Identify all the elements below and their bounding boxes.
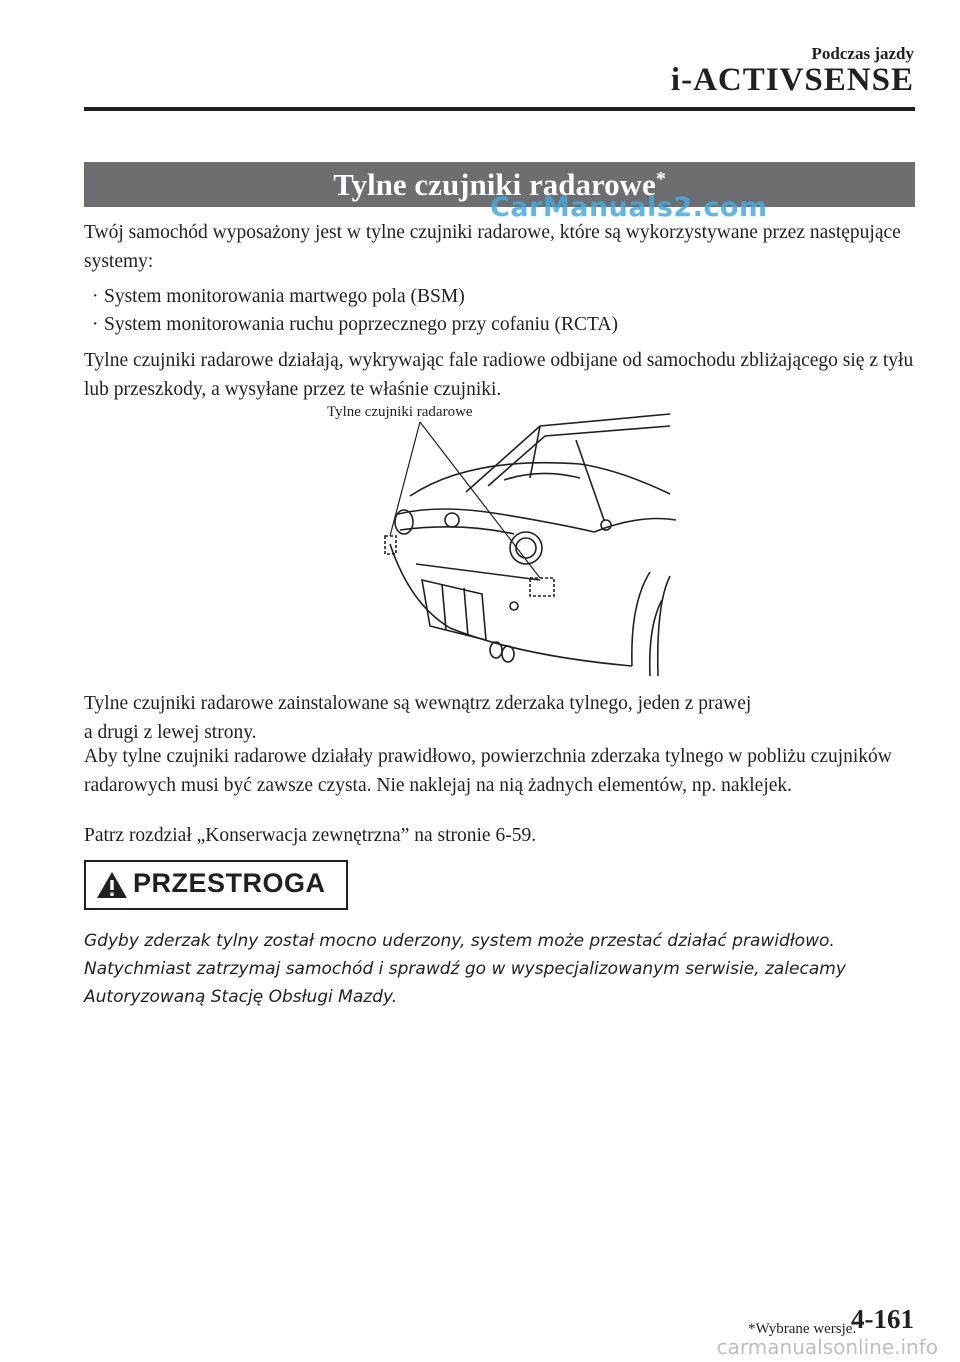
header-subtitle: Podczas jazdy bbox=[811, 44, 914, 63]
installation-paragraph bbox=[84, 690, 918, 747]
warning-text: Gdyby zderzak tylny został mocno uderzony, system może przestać działać prawidłowo. Natychmiast zatrzymaj samochód i sprawdź go w wyspecjalizowanym serwisie, zalecamy Autoryzowaną Stację Obsługi Mazdy. bbox=[84, 931, 846, 1007]
bullet-dot-icon: · bbox=[92, 286, 99, 307]
bullet-text: System monitorowania martwego pola (BSM) bbox=[104, 286, 465, 307]
footnote: *Wybrane wersje. bbox=[748, 1321, 857, 1337]
section-title: Tylne czujniki radarowe bbox=[333, 167, 656, 202]
bullet-dot-icon: · bbox=[92, 314, 99, 335]
operation-paragraph: Tylne czujniki radarowe działają, wykrywając fale radiowe odbijane od samochodu zbliżającego się z tyłu lub przeszkody, a wysyłane przez te właśnie czujniki. bbox=[84, 350, 914, 400]
watermark-top: CarManuals2.com bbox=[490, 192, 768, 223]
car-rear-illustration bbox=[380, 404, 676, 686]
bullet-item bbox=[92, 311, 618, 339]
figure-label: Tylne czujniki radarowe bbox=[327, 404, 473, 420]
cleaning-paragraph: Aby tylne czujniki radarowe działały prawidłowo, powierzchnia zderzaka tylnego w pobliżu czujników radarowych musi być zawsze czysta. Nie naklejaj na nią żadnych elementów, np. naklejek. bbox=[84, 746, 892, 796]
bullet-text: System monitorowania ruchu poprzecznego przy cofaniu (RCTA) bbox=[104, 314, 618, 335]
reference-paragraph: Patrz rozdział „Konserwacja zewnętrzna” na stronie 6-59. bbox=[84, 825, 537, 846]
bullet-item bbox=[92, 283, 465, 311]
caution-box bbox=[84, 860, 348, 910]
optional-mark: * bbox=[655, 168, 666, 190]
watermark-bottom: carmanualsonline.info bbox=[716, 1335, 938, 1359]
caution-label: PRZESTROGA bbox=[133, 868, 326, 898]
page-number: 4-161 bbox=[851, 1304, 914, 1334]
warning-triangle-icon bbox=[95, 870, 129, 900]
installation-line-2: a drugi z lewej strony. bbox=[84, 721, 257, 743]
header-title: i-ACTIVSENSE bbox=[670, 62, 914, 98]
header-rule bbox=[84, 107, 915, 111]
installation-line-1: Tylne czujniki radarowe zainstalowane są wewnątrz zderzaka tylnego, jeden z prawej bbox=[84, 693, 752, 714]
intro-paragraph: Twój samochód wyposażony jest w tylne czujniki radarowe, które są wykorzystywane przez następujące systemy: bbox=[84, 222, 901, 272]
